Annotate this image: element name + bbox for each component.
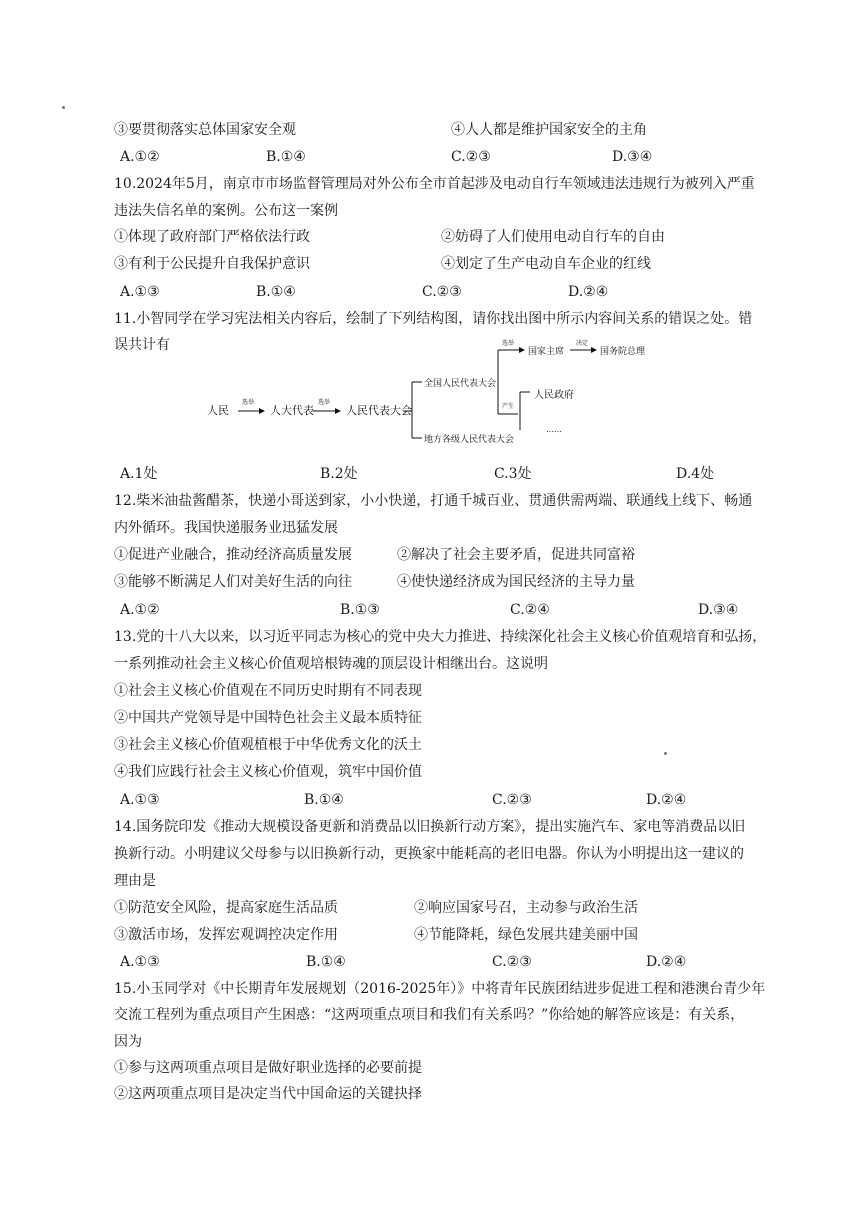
q15-stem-line-1: 15.小玉同学对《中长期青年发展规划（2016-2025年）》中将青年民族团结进步促进工程和港澳台青少年 <box>114 981 766 997</box>
q14-stem-line-3: 理由是 <box>114 873 156 889</box>
edge-label-elect-3: 选举 <box>502 340 515 347</box>
q13-option-a: A.①③ <box>120 792 160 808</box>
q14-statement-4: ④节能降耗，绿色发展共建美丽中国 <box>414 927 638 943</box>
q10-stem-line-1: 10.2024年5月，南京市市场监督管理局对外公布全市首起涉及电动自行车领域违法违规行为被列入严重 <box>114 176 755 192</box>
q13-statement-2: ②中国共产党领导是中国特色社会主义最本质特征 <box>114 710 422 726</box>
q9-statement-3: ③要贯彻落实总体国家安全观 <box>114 122 296 138</box>
scan-speck <box>62 106 65 109</box>
q15-statement-1: ①参与这两项重点项目是做好职业选择的必要前提 <box>114 1060 422 1076</box>
q12-option-a: A.①② <box>120 602 160 618</box>
q13-statement-3: ③社会主义核心价值观植根于中华优秀文化的沃土 <box>114 737 422 753</box>
q14-statement-2: ②响应国家号召，主动参与政治生活 <box>414 900 638 916</box>
q10-statement-1: ①体现了政府部门严格依法行政 <box>114 229 310 245</box>
q9-statement-4: ④人人都是维护国家安全的主角 <box>451 122 647 138</box>
q12-statement-3: ③能够不断满足人们对美好生活的向往 <box>114 574 352 590</box>
q10-option-b: B.①④ <box>256 284 296 300</box>
q10-statement-2: ②妨碍了人们使用电动自行车的自由 <box>441 229 665 245</box>
q13-option-d: D.②④ <box>646 792 687 808</box>
q10-option-d: D.②④ <box>568 284 609 300</box>
q12-option-b: B.①③ <box>340 602 380 618</box>
node-deputy: 人大代表 <box>270 404 314 417</box>
node-local-congress: 地方各级人民代表大会 <box>424 435 515 445</box>
q11-option-b: B.2处 <box>320 466 358 482</box>
q14-option-b: B.①④ <box>306 954 346 970</box>
q10-stem-line-2: 违法失信名单的案例。公布这一案例 <box>114 203 338 219</box>
constitution-structure-diagram <box>200 334 660 446</box>
node-congress: 人民代表大会 <box>346 404 412 417</box>
q12-stem-line-2: 内外循环。我国快递服务业迅猛发展 <box>114 520 338 536</box>
q12-statement-1: ①促进产业融合，推动经济高质量发展 <box>114 547 352 563</box>
q11-option-d: D.4处 <box>676 466 715 482</box>
node-premier: 国务院总理 <box>600 347 646 357</box>
q12-statement-4: ④使快递经济成为国民经济的主导力量 <box>397 574 635 590</box>
q14-statement-1: ①防范安全风险，提高家庭生活品质 <box>114 900 338 916</box>
q13-statement-4: ④我们应践行社会主义核心价值观，筑牢中国价值 <box>114 764 422 780</box>
q14-statement-3: ③激活市场，发挥宏观调控决定作用 <box>114 927 338 943</box>
q9-option-c: C.②③ <box>451 149 491 165</box>
node-people: 人民 <box>207 404 229 417</box>
q14-stem-line-2: 换新行动。小明建议父母参与以旧换新行动，更换家中能耗高的老旧电器。你认为小明提出这一建议的 <box>114 846 744 862</box>
q14-option-d: D.②④ <box>646 954 687 970</box>
q15-statement-2: ②这两项重点项目是决定当代中国命运的关键抉择 <box>114 1086 422 1102</box>
q11-option-c: C.3处 <box>494 466 532 482</box>
q13-stem-line-1: 13.党的十八大以来，以习近平同志为核心的党中央大力推进、持续深化社会主义核心价值观培育和弘扬， <box>114 629 767 645</box>
q14-option-a: A.①③ <box>120 954 160 970</box>
q12-option-d: D.③④ <box>698 602 739 618</box>
q11-stem-line-1: 11.小智同学在学习宪法相关内容后，绘制了下列结构图，请你找出图中所示内容间关系的错误之处。错 <box>114 311 753 327</box>
q12-statement-2: ②解决了社会主要矛盾，促进共同富裕 <box>397 547 635 563</box>
q14-stem-line-1: 14.国务院印发《推动大规模设备更新和消费品以旧换新行动方案》，提出实施汽车、家电等消费品以旧 <box>114 819 746 835</box>
q12-option-c: C.②④ <box>510 602 550 618</box>
node-npc: 全国人民代表大会 <box>424 379 497 389</box>
q9-option-b: B.①④ <box>266 149 306 165</box>
edge-label-elect-1: 选举 <box>242 399 255 406</box>
node-people-government: 人民政府 <box>534 390 574 401</box>
q10-option-a: A.①③ <box>120 284 160 300</box>
q13-option-c: C.②③ <box>492 792 532 808</box>
q15-stem-line-3: 因为 <box>114 1034 142 1050</box>
q13-stem-line-2: 一系列推动社会主义核心价值观培根铸魂的顶层设计相继出台。这说明 <box>114 656 548 672</box>
q10-statement-4: ④划定了生产电动自车企业的红线 <box>441 256 651 272</box>
q13-statement-1: ①社会主义核心价值观在不同历史时期有不同表现 <box>114 683 422 699</box>
edge-label-decide: 决定 <box>576 340 589 347</box>
q12-stem-line-1: 12.柴米油盐酱醋茶，快递小哥送到家，小小快递，打通千城百业、贯通供需两端、联通线上线下、畅通 <box>114 493 753 509</box>
node-ellipsis: …… <box>546 425 562 434</box>
q9-option-a: A.①② <box>120 149 160 165</box>
q15-stem-line-2: 交流工程列为重点项目产生困惑：“这两项重点项目和我们有关系吗？”你给她的解答应该是：有关系， <box>114 1007 745 1023</box>
q11-stem-line-2: 误共计有 <box>114 337 170 353</box>
q11-option-a: A.1处 <box>120 466 158 482</box>
node-president: 国家主席 <box>528 347 565 357</box>
q9-option-d: D.③④ <box>612 149 653 165</box>
scan-speck <box>664 752 667 755</box>
edge-label-produce: 产生 <box>502 403 515 410</box>
q10-option-c: C.②③ <box>422 284 462 300</box>
edge-label-elect-2: 选举 <box>318 399 331 406</box>
q14-option-c: C.②③ <box>492 954 532 970</box>
q10-statement-3: ③有利于公民提升自我保护意识 <box>114 256 310 272</box>
q13-option-b: B.①④ <box>304 792 344 808</box>
